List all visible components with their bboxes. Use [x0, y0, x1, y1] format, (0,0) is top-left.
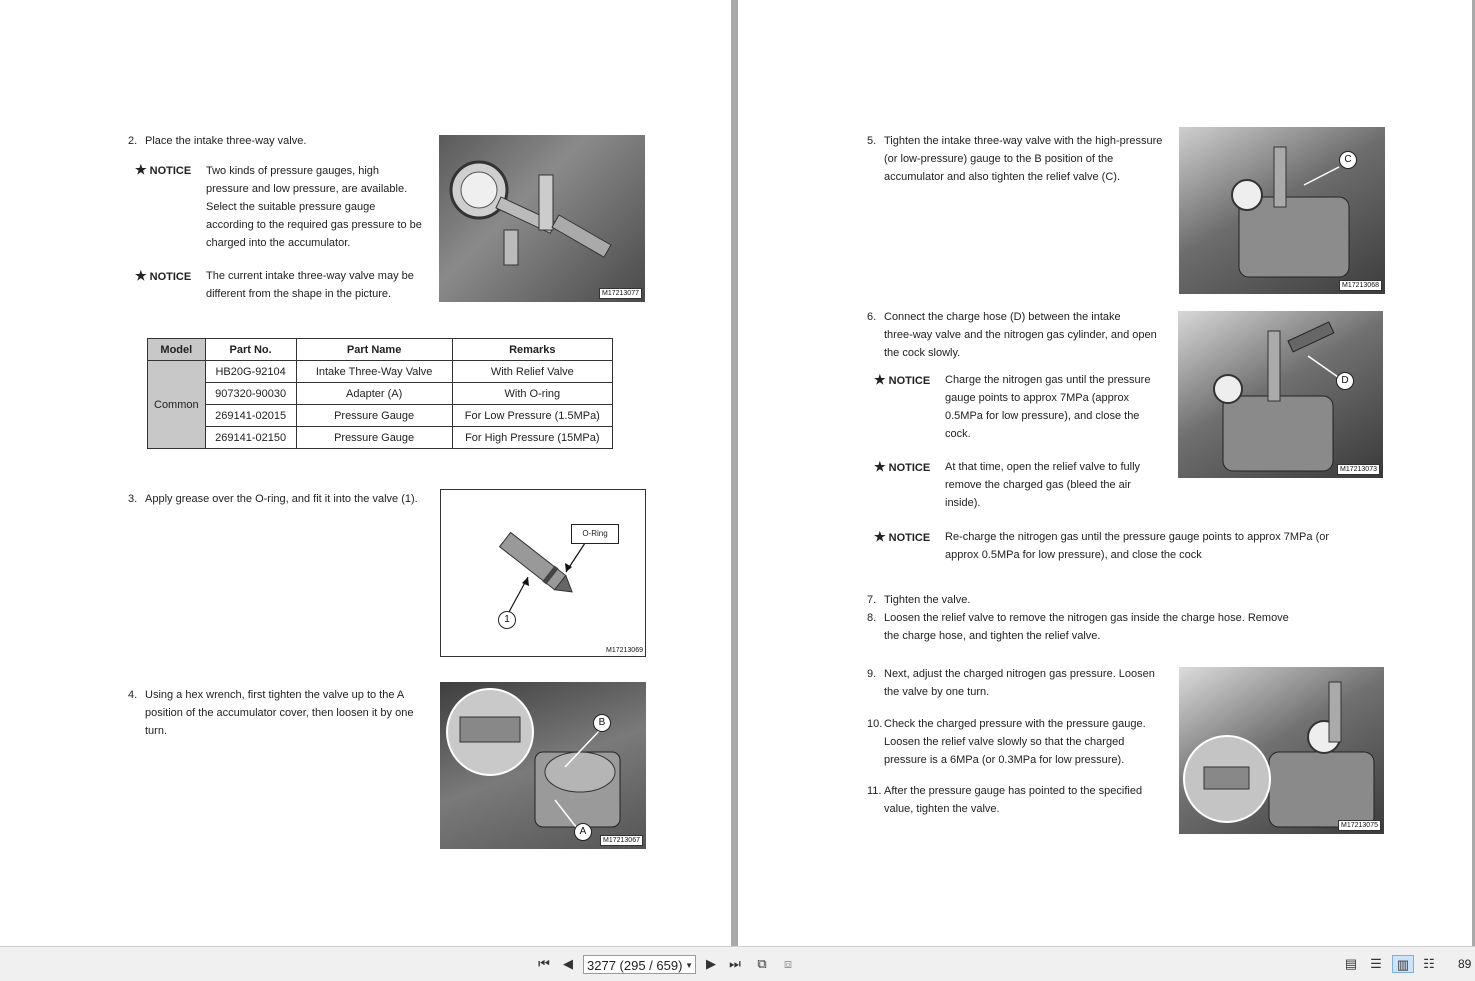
- photo-code: M17213073: [1337, 464, 1380, 475]
- step-11-number: 11.: [867, 785, 882, 797]
- two-page-icon[interactable]: ▥: [1392, 955, 1414, 973]
- column-header: Remarks: [452, 339, 612, 361]
- two-page-continuous-icon[interactable]: ☷: [1423, 956, 1435, 971]
- callout-1: 1: [498, 611, 516, 629]
- diagram-code: M17213069: [606, 647, 643, 654]
- callout-a: A: [574, 823, 592, 841]
- photo-code: M17213067: [600, 835, 643, 846]
- star-icon: ★: [135, 162, 147, 177]
- step-4-number: 4.: [128, 689, 138, 701]
- notice-1-text: Two kinds of pressure gauges, high pressure and low pressure, are available. Select the suitable pressure gauge according to the required gas pressure to be charged into the accumulator.: [206, 165, 422, 249]
- photo-code: M17213077: [599, 288, 642, 299]
- table-cell: 907320-90030: [205, 383, 296, 405]
- table-cell: Intake Three-Way Valve: [296, 361, 452, 383]
- first-page-icon[interactable]: ⏮: [538, 956, 550, 971]
- table-cell: HB20G-92104: [205, 361, 296, 383]
- step-4-text: Using a hex wrench, first tighten the valve up to the A position of the accumulator cover, then loosen it by one turn.: [145, 689, 414, 737]
- pressure-adjust-illustration: [1179, 667, 1384, 834]
- step-10-text: Check the charged pressure with the pressure gauge. Loosen the relief valve slowly so that the charged pressure is a 6MPa (or 0.3MPa for low pressure).: [884, 718, 1146, 766]
- notice-3-label: ★ NOTICE: [874, 372, 931, 387]
- star-icon: ★: [874, 372, 886, 387]
- step-3-number: 3.: [128, 493, 138, 505]
- table-header-row: [148, 339, 613, 361]
- column-header: Part No.: [205, 339, 296, 361]
- notice-2-label: ★ NOTICE: [135, 268, 192, 283]
- star-icon: ★: [135, 268, 147, 283]
- o-ring-label: O-Ring: [571, 524, 619, 544]
- step-9-number: 9.: [867, 668, 877, 680]
- navigation-toolbar: [0, 946, 1475, 981]
- right-page: [738, 0, 1472, 946]
- charge-hose-photo: [1178, 311, 1383, 478]
- callout-b: B: [593, 714, 611, 732]
- table-cell: 269141-02015: [205, 405, 296, 427]
- page-number-select[interactable]: [583, 955, 696, 974]
- notice-2-text: The current intake three-way valve may be different from the shape in the picture.: [206, 270, 414, 300]
- table-cell: For High Pressure (15MPa): [452, 427, 612, 449]
- notice-4-label: ★ NOTICE: [874, 459, 931, 474]
- table-cell: Adapter (A): [296, 383, 452, 405]
- step-10-number: 10.: [867, 718, 883, 730]
- column-header: Model: [148, 339, 206, 361]
- parts-table: [147, 338, 613, 449]
- column-header: Part Name: [296, 339, 452, 361]
- step-2-number: 2.: [128, 135, 138, 147]
- table-row: [148, 405, 613, 427]
- callout-d: D: [1336, 372, 1354, 390]
- o-ring-diagram: [440, 489, 646, 657]
- notice-1-label: ★ NOTICE: [135, 162, 192, 177]
- table-row: [148, 427, 613, 449]
- step-7-number: 7.: [867, 594, 877, 606]
- step-2-text: Place the intake three-way valve.: [145, 135, 307, 147]
- fit-icon[interactable]: ⧈: [783, 956, 793, 971]
- rotate-icon[interactable]: ⧉: [757, 956, 767, 971]
- table-cell: For Low Pressure (1.5MPa): [452, 405, 612, 427]
- continuous-icon[interactable]: ☰: [1370, 956, 1382, 971]
- single-page-icon[interactable]: ▤: [1344, 956, 1358, 971]
- table-row: [148, 383, 613, 405]
- step-7-text: Tighten the valve.: [884, 594, 971, 606]
- prev-page-icon[interactable]: ◀: [563, 956, 573, 971]
- three-way-valve-photo: [439, 135, 645, 302]
- page-number-value: 3277 (295 / 659): [587, 958, 683, 973]
- relief-valve-photo: [1179, 127, 1385, 294]
- accumulator-illustration: [440, 682, 646, 849]
- step-3-text: Apply grease over the O-ring, and fit it into the valve (1).: [145, 493, 418, 505]
- table-cell: 269141-02150: [205, 427, 296, 449]
- valve-illustration: [439, 135, 645, 302]
- left-page: [0, 0, 731, 946]
- table-cell: Pressure Gauge: [296, 427, 452, 449]
- step-5-number: 5.: [867, 135, 877, 147]
- zoom-level: 89: [1458, 957, 1472, 971]
- step-9-text: Next, adjust the charged nitrogen gas pressure. Loosen the valve by one turn.: [884, 668, 1155, 698]
- table-cell: With Relief Valve: [452, 361, 612, 383]
- photo-code: M17213075: [1338, 820, 1381, 831]
- o-ring-illustration: [441, 490, 645, 656]
- star-icon: ★: [874, 459, 886, 474]
- next-page-icon[interactable]: ▶: [706, 956, 716, 971]
- notice-5-label: ★ NOTICE: [874, 529, 931, 544]
- notice-3-text: Charge the nitrogen gas until the pressure gauge points to approx 7MPa (approx 0.5MPa for low pressure), and close the cock.: [945, 374, 1151, 440]
- callout-c: C: [1339, 151, 1357, 169]
- table-cell: Common: [148, 361, 206, 449]
- last-page-icon[interactable]: ⏭: [729, 956, 741, 971]
- step-5-text: Tighten the intake three-way valve with the high-pressure (or low-pressure) gauge to the B position of the accumulator and also tighten the relief valve (C).: [884, 135, 1163, 183]
- photo-code: M17213068: [1339, 280, 1382, 291]
- star-icon: ★: [874, 529, 886, 544]
- table-cell: With O-ring: [452, 383, 612, 405]
- step-6-number: 6.: [867, 311, 877, 323]
- step-11-text: After the pressure gauge has pointed to the specified value, tighten the valve.: [884, 785, 1143, 815]
- step-8-number: 8.: [867, 612, 877, 624]
- relief-valve-illustration: [1179, 127, 1385, 294]
- charge-hose-illustration: [1178, 311, 1383, 478]
- chevron-down-icon: ▼: [685, 961, 693, 970]
- notice-4-text: At that time, open the relief valve to fully remove the charged gas (bleed the air inside).: [945, 461, 1141, 509]
- table-cell: Pressure Gauge: [296, 405, 452, 427]
- pressure-adjust-photo: [1179, 667, 1384, 834]
- step-8-text: Loosen the relief valve to remove the nitrogen gas inside the charge hose. Remove the charge hose, and tighten the relief valve.: [884, 612, 1289, 642]
- notice-5-text: Re-charge the nitrogen gas until the pressure gauge points to approx 7MPa (or approx 0.5MPa for low pressure), and close the cock: [945, 531, 1330, 561]
- table-row: [148, 361, 613, 383]
- hex-wrench-photo: [440, 682, 646, 849]
- step-6-text: Connect the charge hose (D) between the intake three-way valve and the nitrogen gas cylinder, and open the cock slowly.: [884, 311, 1157, 359]
